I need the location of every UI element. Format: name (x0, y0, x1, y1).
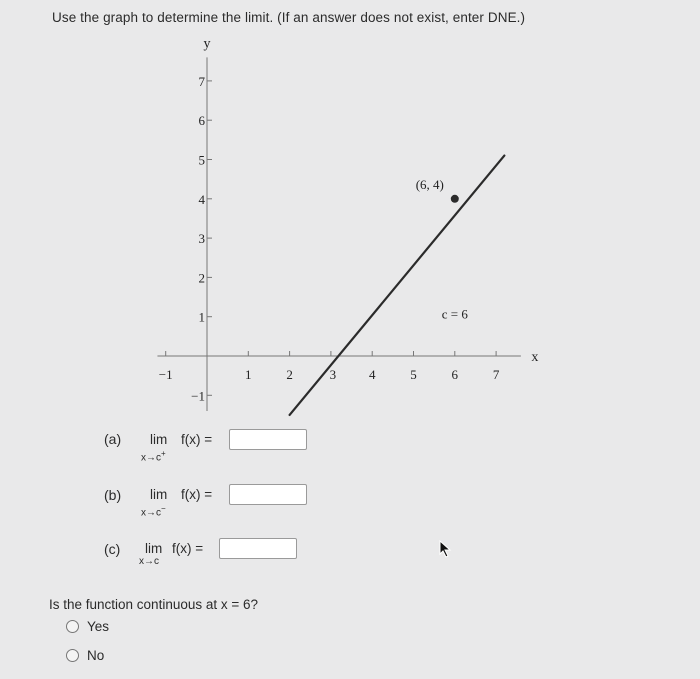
part-b-lim: lim (150, 487, 168, 502)
y-tick-label: 1 (198, 309, 205, 325)
y-tick-label: −1 (191, 388, 205, 404)
part-b-expr: f(x) = (181, 487, 213, 502)
part-c-sub: x→c (139, 556, 159, 567)
part-a-answer-input[interactable] (229, 429, 307, 450)
option-yes-label: Yes (87, 619, 110, 634)
part-c-lim: lim (145, 541, 163, 556)
c-annotation: c = 6 (441, 306, 468, 322)
y-axis-label: y (203, 36, 211, 52)
point-label: (6, 4) (415, 176, 444, 192)
y-tick-label: 3 (198, 231, 205, 247)
part-a-sub: x→c+ (141, 449, 166, 464)
y-tick-label: 7 (198, 73, 205, 89)
x-tick-label: 5 (410, 367, 417, 382)
part-a-lim: lim (150, 432, 168, 447)
mouse-cursor-icon (438, 540, 452, 558)
part-a-expr: f(x) = (181, 432, 213, 447)
part-c-label: (c) (104, 541, 121, 557)
y-tick-label: 4 (198, 191, 205, 207)
x-tick-label: 4 (368, 367, 376, 382)
x-tick-label: −1 (158, 367, 173, 382)
x-tick-label: 7 (492, 367, 500, 382)
y-tick-label: 2 (198, 270, 205, 286)
part-c-answer-input[interactable] (219, 538, 297, 559)
part-a-label: (a) (104, 431, 122, 447)
x-tick-label: 2 (286, 367, 293, 382)
y-tick-label: 5 (198, 152, 205, 168)
x-tick-label: 3 (329, 367, 337, 382)
option-no-label: No (87, 648, 105, 663)
function-line (290, 156, 505, 415)
part-b-answer-input[interactable] (229, 484, 307, 505)
y-tick-label: 6 (198, 113, 205, 129)
instruction-text: Use the graph to determine the limit. (If an answer does not exist, enter DNE.) (52, 10, 526, 25)
x-axis-label: x (531, 350, 539, 365)
option-yes[interactable] (66, 619, 109, 634)
part-b-label: (b) (104, 487, 122, 503)
x-tick-label: 1 (245, 367, 252, 382)
radio-no[interactable] (66, 649, 79, 662)
option-no[interactable] (66, 648, 104, 663)
part-c-expr: f(x) = (172, 541, 204, 556)
part-b-sub: x→c− (141, 504, 166, 519)
x-tick-label: 6 (451, 367, 459, 382)
point-marker (451, 195, 459, 203)
radio-yes[interactable] (66, 620, 79, 633)
continuity-question: Is the function continuous at x = 6? (49, 597, 259, 612)
